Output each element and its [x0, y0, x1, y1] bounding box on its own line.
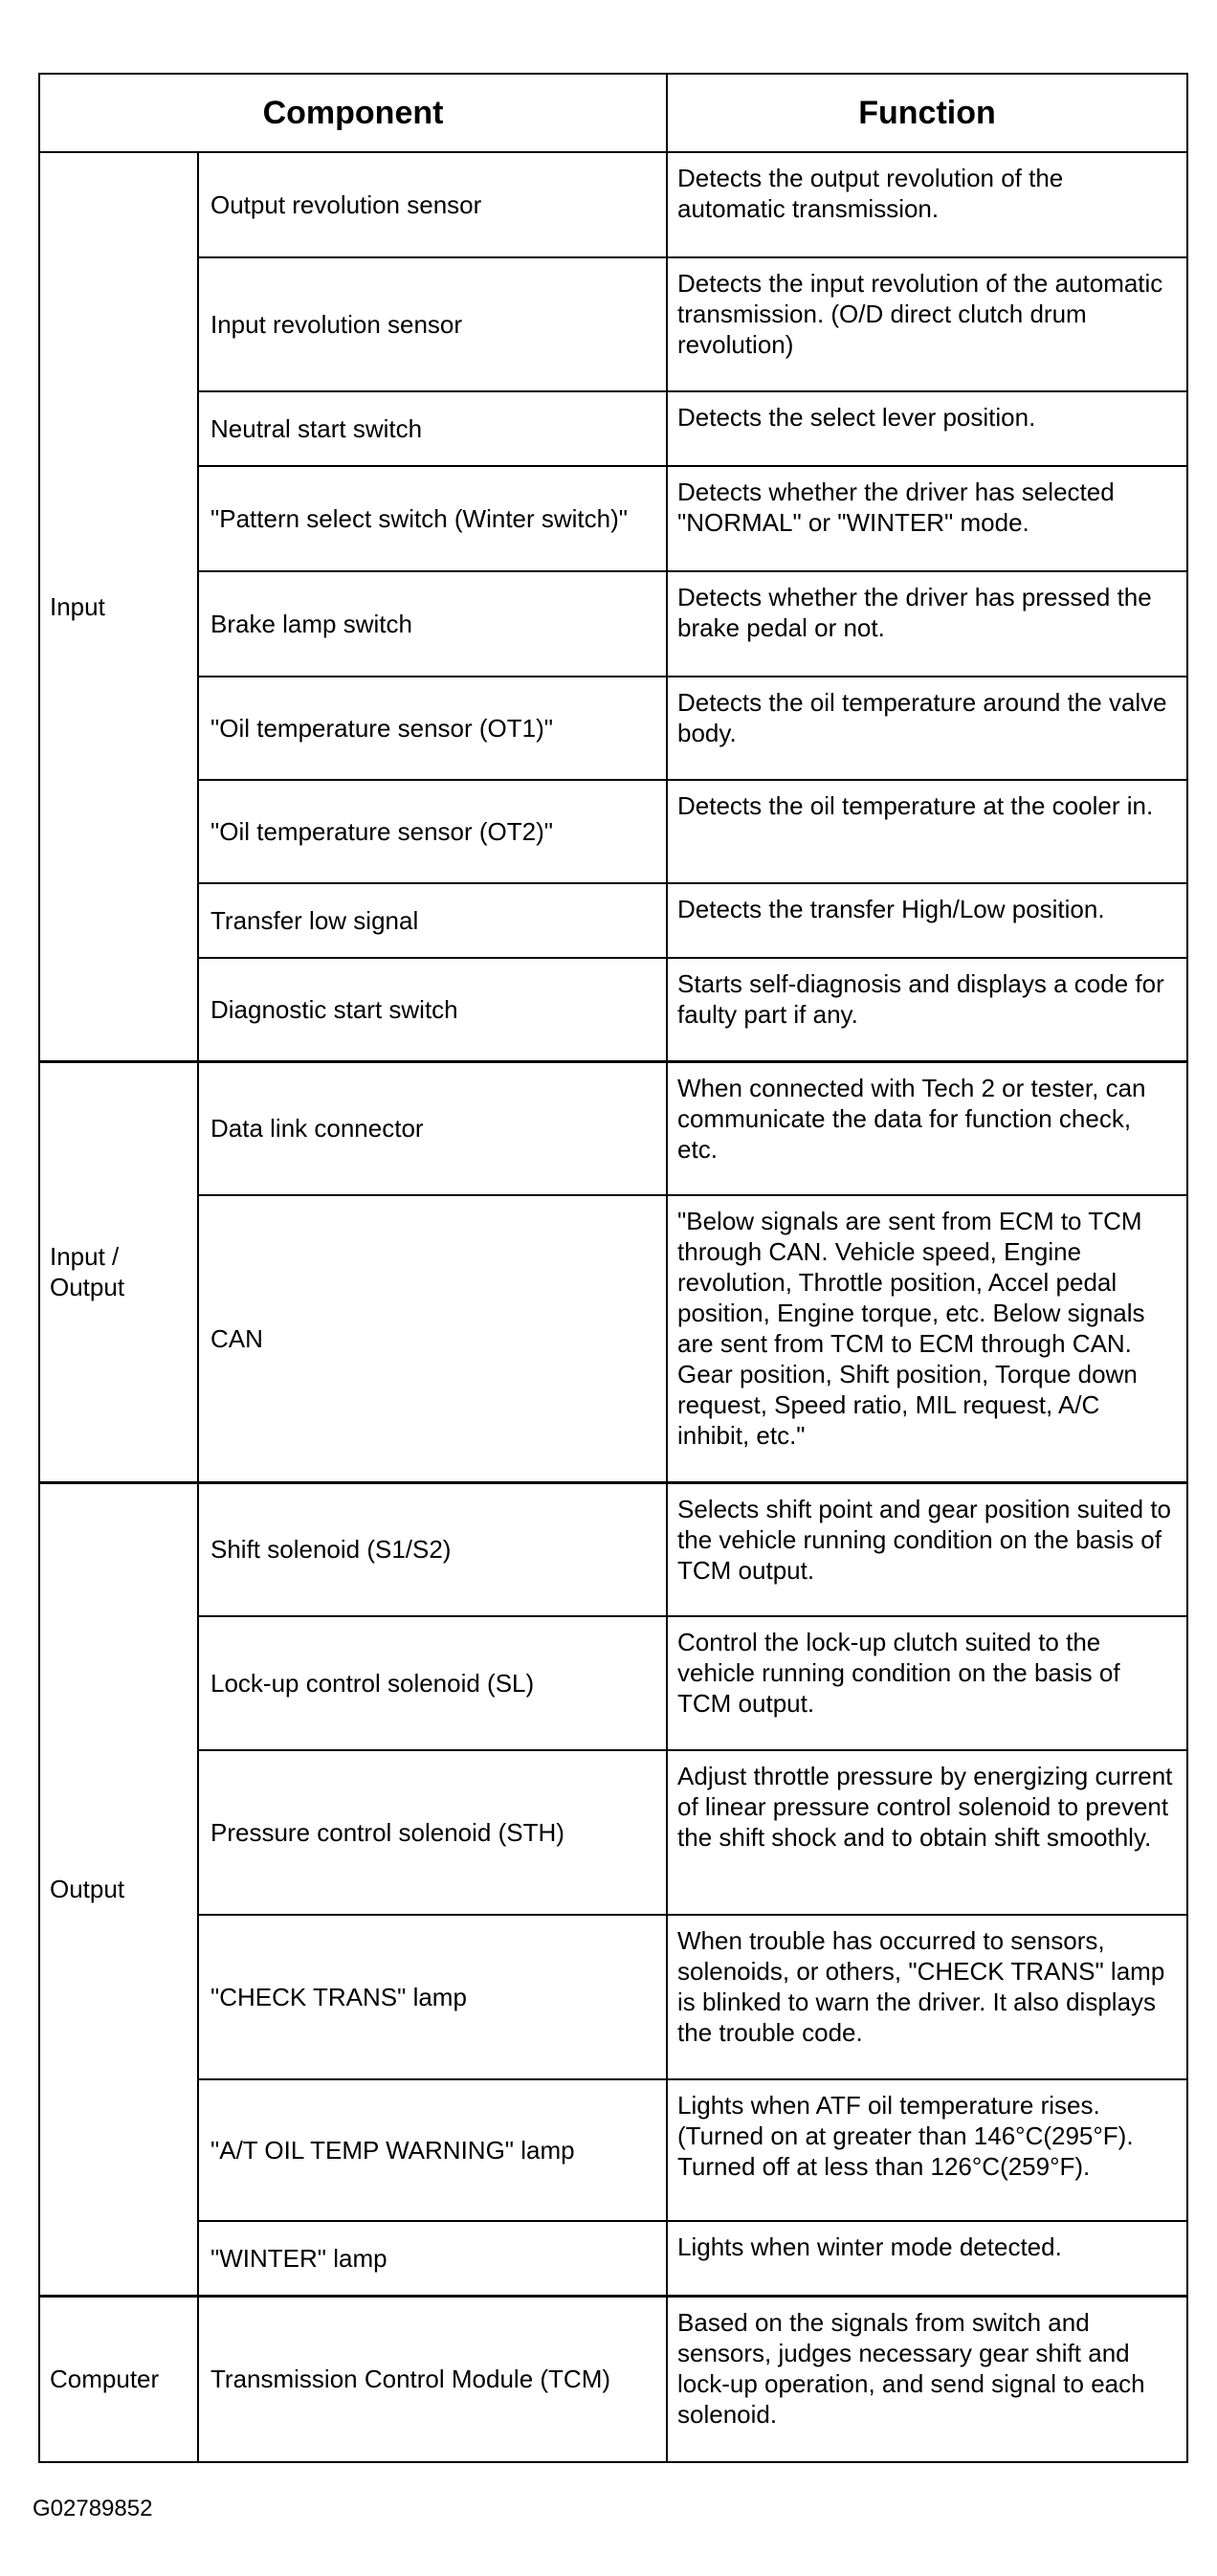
function-cell: Detects the oil temperature at the cooler in. — [667, 780, 1187, 883]
table-row — [39, 1482, 1187, 1616]
component-cell: "Oil temperature sensor (OT2)" — [198, 780, 667, 883]
function-cell: Detects whether the driver has selected "NORMAL" or "WINTER" mode. — [667, 466, 1187, 571]
table-row — [39, 677, 1187, 780]
function-cell: Control the lock-up clutch suited to the vehicle running condition on the basis of TCM output. — [667, 1616, 1187, 1750]
table-row — [39, 2296, 1187, 2462]
table-row — [39, 1750, 1187, 1915]
component-function-table — [38, 73, 1188, 2463]
function-cell: Selects shift point and gear position suited to the vehicle running condition on the basis of TCM output. — [667, 1482, 1187, 1616]
component-cell: Brake lamp switch — [198, 571, 667, 677]
function-cell: Adjust throttle pressure by energizing current of linear pressure control solenoid to prevent the shift shock and to obtain shift smoothly. — [667, 1750, 1187, 1915]
component-cell: Pressure control solenoid (STH) — [198, 1750, 667, 1915]
function-cell: When trouble has occurred to sensors, solenoids, or others, "CHECK TRANS" lamp is blinked to warn the driver. It also displays the trouble code. — [667, 1915, 1187, 2079]
component-cell: Input revolution sensor — [198, 257, 667, 391]
component-cell: CAN — [198, 1195, 667, 1482]
table-row — [39, 466, 1187, 571]
function-cell: When connected with Tech 2 or tester, can communicate the data for function check, etc. — [667, 1061, 1187, 1195]
component-cell: Data link connector — [198, 1061, 667, 1195]
table-row — [39, 152, 1187, 257]
table-row — [39, 257, 1187, 391]
table-row — [39, 1061, 1187, 1195]
function-cell: Detects the select lever position. — [667, 391, 1187, 466]
component-cell: Transfer low signal — [198, 883, 667, 958]
function-cell: Detects the transfer High/Low position. — [667, 883, 1187, 958]
component-cell: Transmission Control Module (TCM) — [198, 2296, 667, 2462]
component-cell: "Oil temperature sensor (OT1)" — [198, 677, 667, 780]
component-cell: Lock-up control solenoid (SL) — [198, 1616, 667, 1750]
component-cell: Neutral start switch — [198, 391, 667, 466]
group-label: Input / Output — [39, 1061, 198, 1482]
component-cell: Output revolution sensor — [198, 152, 667, 257]
function-cell: Starts self-diagnosis and displays a code for faulty part if any. — [667, 958, 1187, 1061]
header-row — [39, 74, 1187, 152]
table-body — [39, 152, 1187, 2462]
group-label: Input — [39, 152, 198, 1061]
component-cell: "CHECK TRANS" lamp — [198, 1915, 667, 2079]
component-header: Component — [39, 74, 667, 152]
table-row — [39, 1915, 1187, 2079]
table-row — [39, 1195, 1187, 1482]
function-cell: Detects the oil temperature around the valve body. — [667, 677, 1187, 780]
function-cell: Based on the signals from switch and sensors, judges necessary gear shift and lock-up operation, and send signal to each solenoid. — [667, 2296, 1187, 2462]
component-cell: "Pattern select switch (Winter switch)" — [198, 466, 667, 571]
component-cell: "A/T OIL TEMP WARNING" lamp — [198, 2079, 667, 2221]
figure-id: G02789852 — [33, 2496, 153, 2521]
table-row — [39, 780, 1187, 883]
group-label: Computer — [39, 2296, 198, 2462]
function-cell: Detects the input revolution of the automatic transmission. (O/D direct clutch drum revolution) — [667, 257, 1187, 391]
function-cell: "Below signals are sent from ECM to TCM through CAN. Vehicle speed, Engine revolution, Throttle position, Accel pedal position, Engine torque, etc. Below signals are sent from TCM to ECM through CAN. Gear position, Shift position, Torque down request, Speed ratio, MIL request, A/C inhibit, etc." — [667, 1195, 1187, 1482]
group-label: Output — [39, 1482, 198, 2296]
function-cell: Detects whether the driver has pressed the brake pedal or not. — [667, 571, 1187, 677]
function-cell: Lights when winter mode detected. — [667, 2221, 1187, 2296]
table-row — [39, 2221, 1187, 2296]
table-row — [39, 883, 1187, 958]
table-row — [39, 571, 1187, 677]
component-cell: Diagnostic start switch — [198, 958, 667, 1061]
function-cell: Lights when ATF oil temperature rises. (Turned on at greater than 146°C(295°F). Turned off at less than 126°C(259°F). — [667, 2079, 1187, 2221]
table-row — [39, 1616, 1187, 1750]
function-cell: Detects the output revolution of the automatic transmission. — [667, 152, 1187, 257]
component-cell: "WINTER" lamp — [198, 2221, 667, 2296]
table-row — [39, 2079, 1187, 2221]
function-header: Function — [667, 74, 1187, 152]
component-cell: Shift solenoid (S1/S2) — [198, 1482, 667, 1616]
table-row — [39, 958, 1187, 1061]
table-row — [39, 391, 1187, 466]
